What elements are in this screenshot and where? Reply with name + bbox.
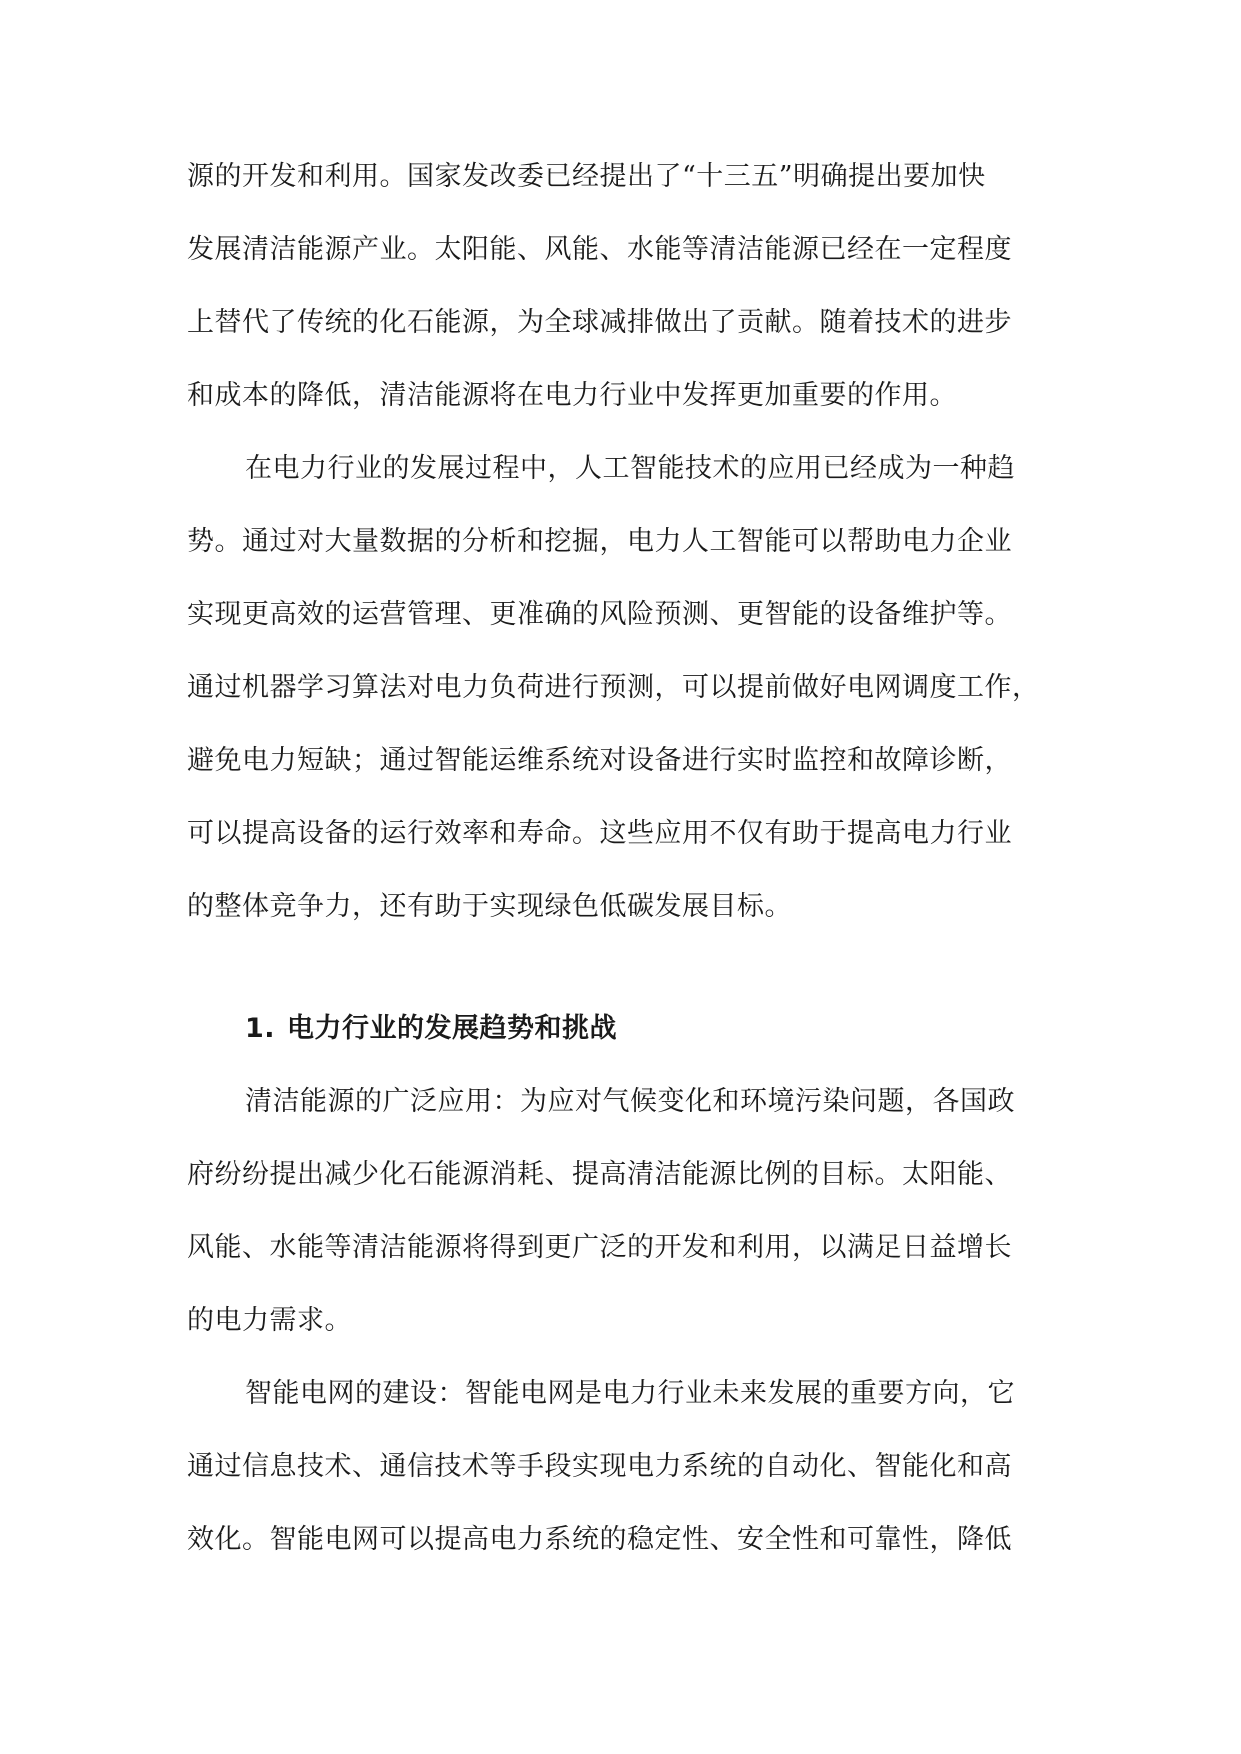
text-line: 的电力需求。 (187, 1305, 352, 1336)
text-line: 风能、水能等清洁能源将得到更广泛的开发和利用，以满足日益增长 (187, 1232, 1012, 1263)
text-line: 通过信息技术、通信技术等手段实现电力系统的自动化、智能化和高 (187, 1451, 1012, 1482)
text-line: 实现更高效的运营管理、更准确的风险预测、更智能的设备维护等。 (187, 599, 1012, 630)
text-line: 可以提高设备的运行效率和寿命。这些应用不仅有助于提高电力行业 (187, 818, 1012, 849)
text-line: 在电力行业的发展过程中，人工智能技术的应用已经成为一种趋 (245, 453, 1015, 484)
text-line: 源的开发和利用。国家发改委已经提出了“十三五”明确提出要加快 (187, 161, 986, 192)
text-line: 发展清洁能源产业。太阳能、风能、水能等清洁能源已经在一定程度 (187, 234, 1012, 265)
paragraph-smart-grid (187, 1357, 1057, 1576)
body-text (187, 140, 1057, 1576)
text-line: 避免电力短缺；通过智能运维系统对设备进行实时监控和故障诊断， (187, 745, 1012, 776)
paragraph-clean-energy-application (187, 1065, 1057, 1357)
text-line: 智能电网的建设：智能电网是电力行业未来发展的重要方向，它 (245, 1378, 1015, 1409)
section-spacer (187, 943, 1057, 992)
paragraph-clean-energy-development (187, 140, 1057, 432)
section-heading (187, 992, 1057, 1065)
section-number: 1. (245, 1013, 276, 1044)
text-line: 效化。智能电网可以提高电力系统的稳定性、安全性和可靠性，降低 (187, 1524, 1012, 1555)
text-line: 的整体竞争力，还有助于实现绿色低碳发展目标。 (187, 891, 792, 922)
text-line: 势。通过对大量数据的分析和挖掘，电力人工智能可以帮助电力企业 (187, 526, 1012, 557)
text-line: 通过机器学习算法对电力负荷进行预测，可以提前做好电网调度工作， (187, 672, 1040, 703)
text-line: 清洁能源的广泛应用：为应对气候变化和环境污染问题，各国政 (245, 1086, 1015, 1117)
section-title: 电力行业的发展趋势和挑战 (287, 1013, 617, 1044)
paragraph-ai-application (187, 432, 1057, 943)
text-line: 上替代了传统的化石能源，为全球减排做出了贡献。随着技术的进步 (187, 307, 1012, 338)
text-line: 和成本的降低，清洁能源将在电力行业中发挥更加重要的作用。 (187, 380, 957, 411)
text-line: 府纷纷提出减少化石能源消耗、提高清洁能源比例的目标。太阳能、 (187, 1159, 1012, 1190)
